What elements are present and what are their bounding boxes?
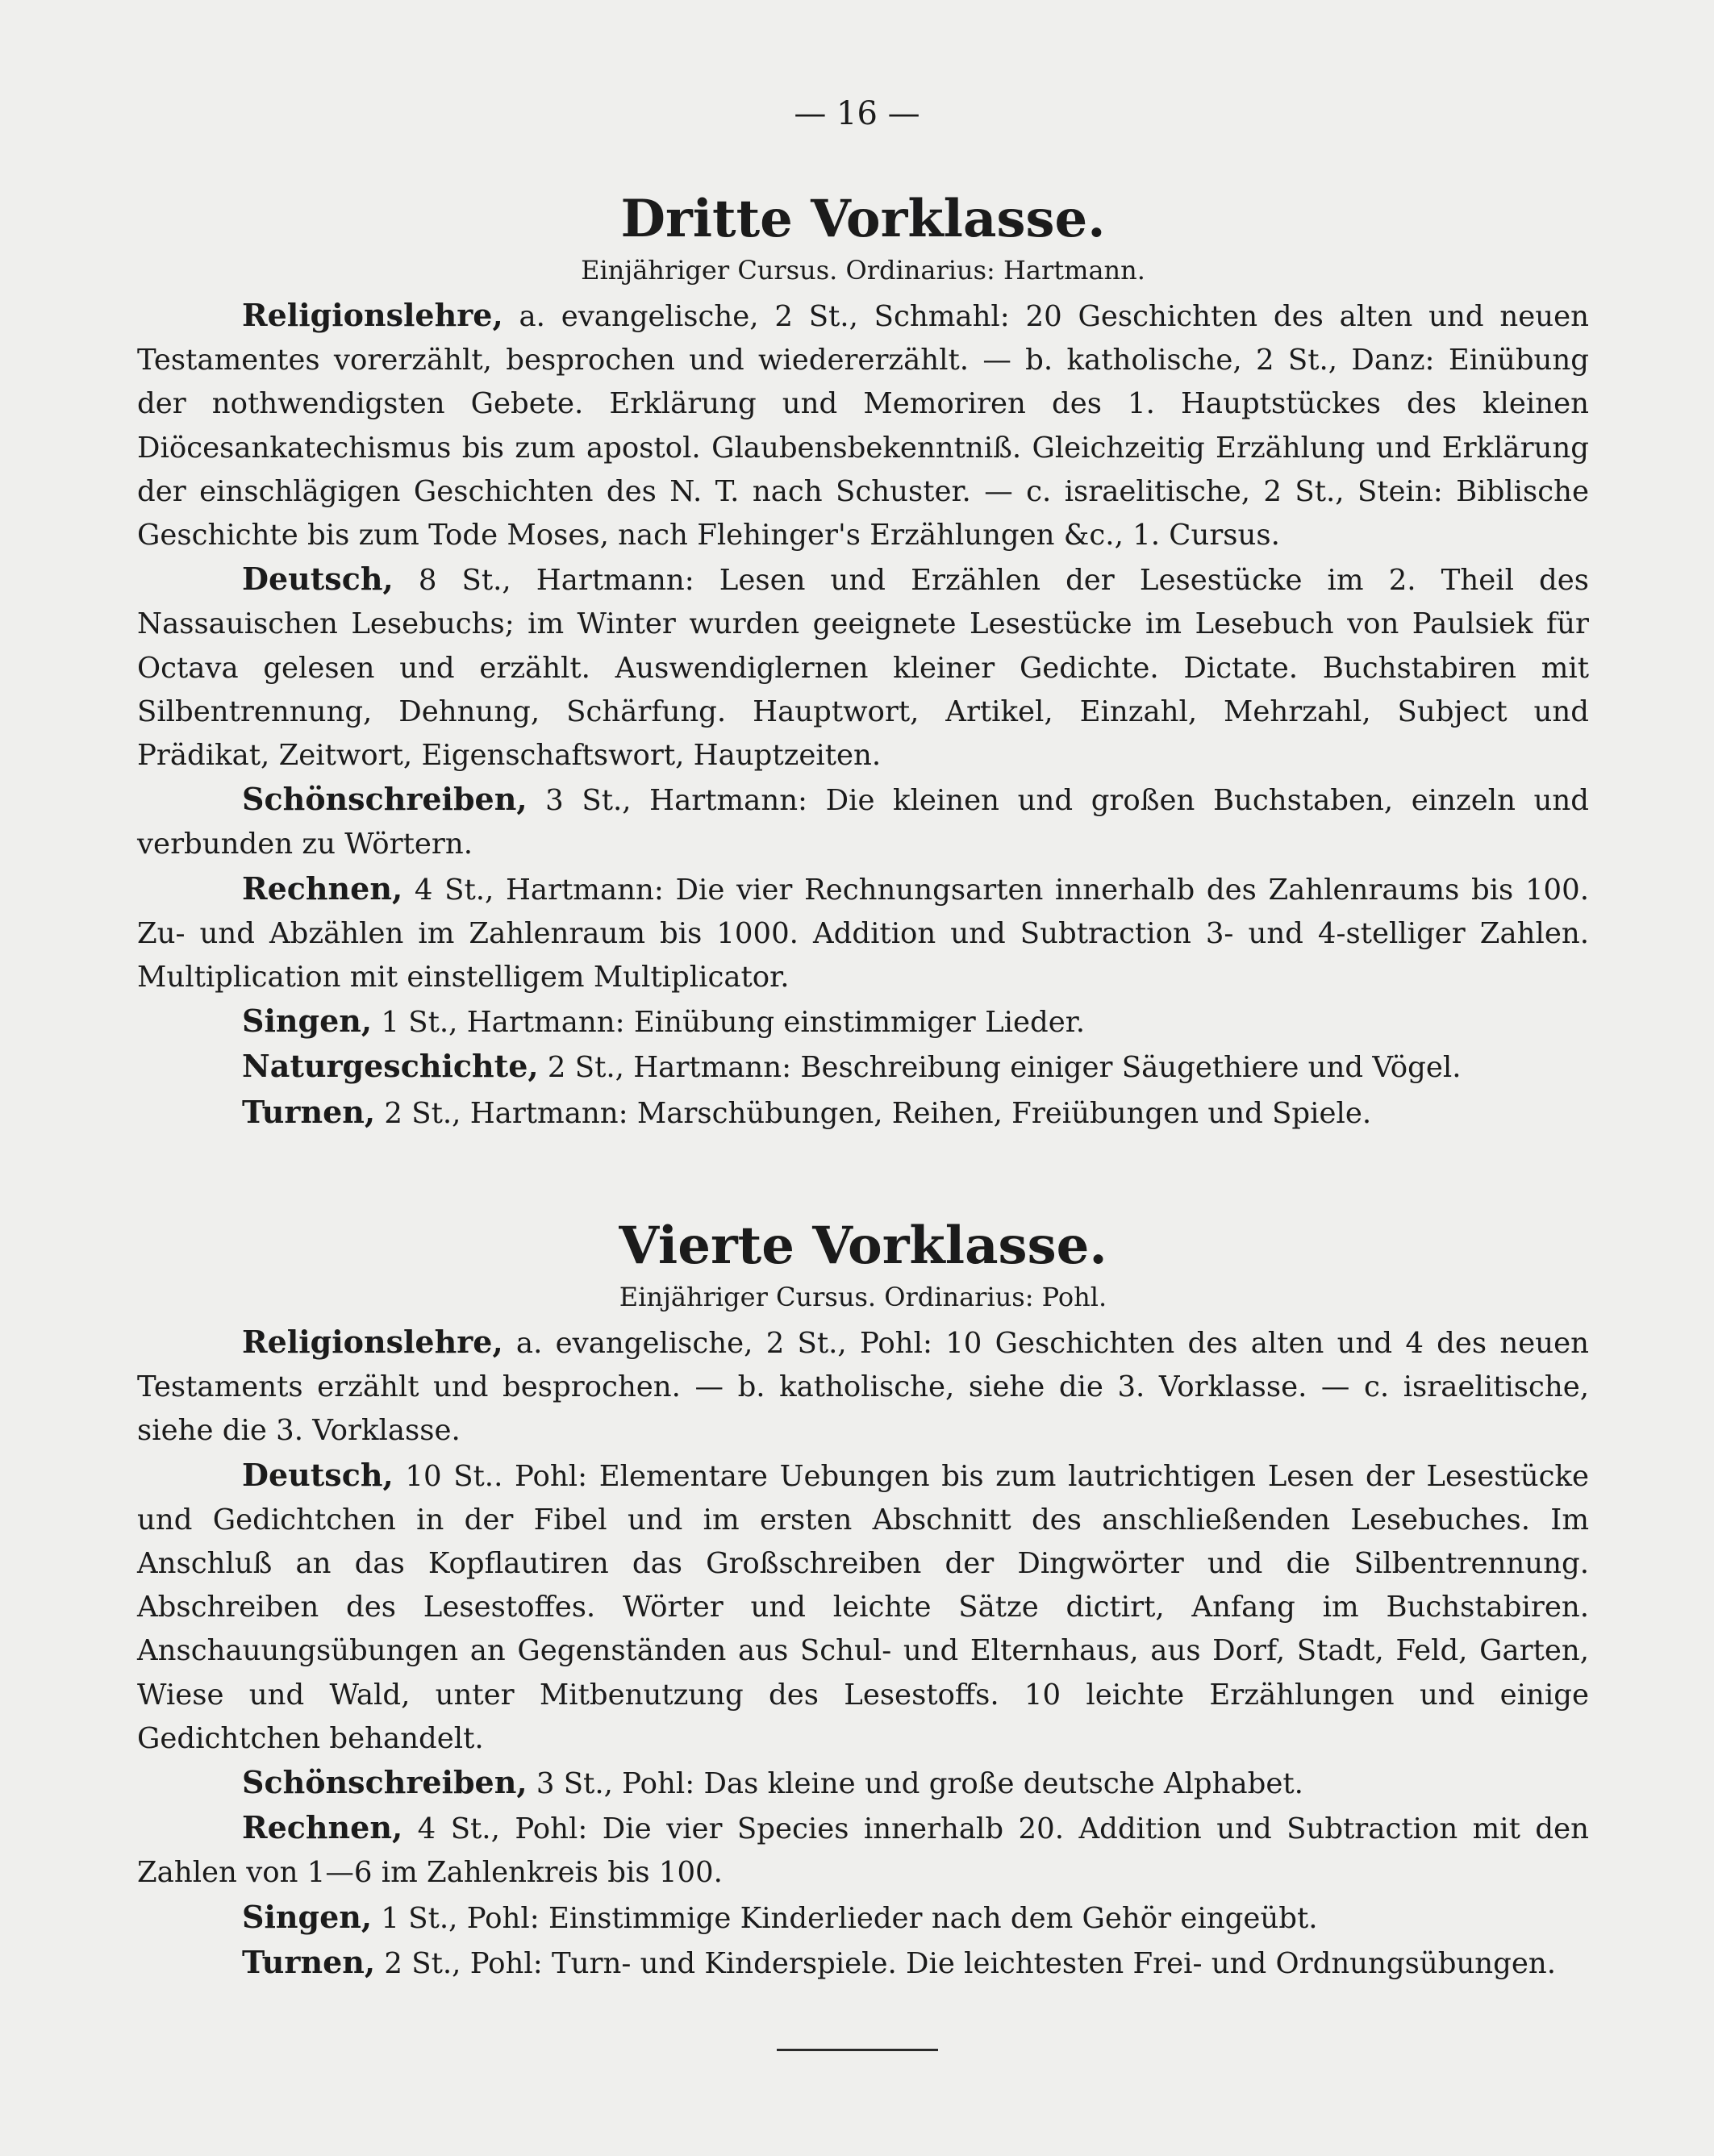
subject-paragraph [137, 1453, 1589, 1761]
subject-heading: Deutsch, [242, 1456, 394, 1493]
subject-paragraph [137, 999, 1589, 1045]
subject-text: 3 St., Pohl: Das kleine und große deutsche Alphabet. [527, 1767, 1303, 1801]
subject-heading: Singen, [242, 1003, 373, 1040]
subject-text: 3 St., Hartmann: Die kleinen und großen Buchstaben, einzeln und verbunden zu Wörtern. [137, 784, 1589, 861]
subject-paragraph [137, 1941, 1589, 1986]
subject-paragraph [137, 867, 1589, 1000]
page-number: — 16 — [794, 95, 920, 132]
section-dritte-vorklasse [137, 187, 1589, 1136]
subject-paragraph [137, 1761, 1589, 1806]
subject-text: 2 St., Hartmann: Marschübungen, Reihen, Freiübungen und Spiele. [375, 1096, 1372, 1130]
subject-heading: Rechnen, [242, 1809, 403, 1846]
subject-text: 1 St., Hartmann: Einübung einstimmiger Lieder. [372, 1006, 1086, 1040]
subject-paragraph [137, 778, 1589, 866]
subject-paragraph [137, 1895, 1589, 1941]
subject-paragraph [137, 1806, 1589, 1895]
closing-divider [777, 2049, 938, 2051]
subject-heading: Schönschreiben, [242, 781, 528, 818]
subject-text: 10 St.. Pohl: Elementare Uebungen bis zum lautrichtigen Lesen der Lesestücke und Gedichtchen in der Fibel und im ersten Abschnitt des anschließenden Lesebuches. Im Anschluß an das Kopflautiren das Großschreiben der Dingwörter und die Silbentrennung. Abschreiben des Lesestoffes. Wörter und leichte Sätze dictirt, Anfang im Buchstabiren. Anschauungsübungen an Gegenständen aus Schul- und Elternhaus, aus Dorf, Stadt, Feld, Garten, Wiese und Wald, unter Mitbenutzung des Lesestoffs. 10 leichte Erzählungen und einige Gedichtchen behandelt. [137, 1459, 1589, 1755]
section-vierte-vorklasse [137, 1214, 1589, 1986]
section-subtitle: Einjähriger Cursus. Ordinarius: Hartmann. [581, 255, 1145, 286]
subject-paragraph [137, 1045, 1589, 1090]
subject-paragraph [137, 1320, 1589, 1453]
subject-text: 8 St., Hartmann: Lesen und Erzählen der Lesestücke im 2. Theil des Nassauischen Lesebuchs; im Winter wurden geeignete Lesestücke im Lesebuch von Paulsiek für Octava gelesen und erzählt. Auswendiglernen kleiner Gedichte. Dictate. Buchstabiren mit Silbentrennung, Dehnung, Schärfung. Hauptwort, Artikel, Einzahl, Mehrzahl, Subject und Prädikat, Zeitwort, Eigenschaftswort, Hauptzeiten. [137, 564, 1589, 773]
subject-text: 4 St., Hartmann: Die vier Rechnungsarten innerhalb des Zahlenraums bis 100. Zu- und Abzählen im Zahlenraum bis 1000. Addition und Subtraction 3- und 4-stelliger Zahlen. Multiplication mit einstelligem Multiplicator. [137, 873, 1589, 995]
section-title: Vierte Vorklasse. [619, 1216, 1107, 1276]
subject-text: 2 St., Hartmann: Beschreibung einiger Säugethiere und Vögel. [538, 1051, 1462, 1085]
subject-text: a. evangelische, 2 St., Pohl: 10 Geschichten des alten und 4 des neuen Testaments erzählt und besprochen. — b. katholische, siehe die 3. Vorklasse. — c. israelitische, siehe die 3. Vorklasse. [137, 1327, 1589, 1448]
subject-heading: Singen, [242, 1898, 373, 1935]
subject-heading: Deutsch, [242, 561, 394, 598]
subject-paragraph [137, 1091, 1589, 1136]
subject-heading: Religionslehre, [242, 297, 503, 333]
subject-paragraph [137, 557, 1589, 778]
subject-heading: Naturgeschichte, [242, 1048, 539, 1085]
subject-heading: Turnen, [242, 1093, 376, 1130]
section-title: Dritte Vorklasse. [620, 189, 1106, 249]
subject-text: a. evangelische, 2 St., Schmahl: 20 Geschichten des alten und neuen Testamentes vorerzählt, besprochen und wiedererzählt. — b. katholische, 2 St., Danz: Einübung der nothwendigsten Gebete. Erklärung und Memoriren des 1. Hauptstückes des kleinen Diöcesankatechismus bis zum apostol. Glaubensbekenntniß. Gleichzeitig Erzählung und Erklärung der einschlägigen Geschichten des N. T. nach Schuster. — c. israelitische, 2 St., Stein: Biblische Geschichte bis zum Tode Moses, nach Flehinger's Erzählungen &c., 1. Cursus. [137, 300, 1589, 553]
subject-text: 2 St., Pohl: Turn- und Kinderspiele. Die leichtesten Frei- und Ordnungsübungen. [375, 1946, 1557, 1980]
subject-heading: Rechnen, [242, 869, 403, 907]
subject-text: 4 St., Pohl: Die vier Species innerhalb 20. Addition und Subtraction mit den Zahlen von 1—6 im Zahlenkreis bis 100. [137, 1812, 1589, 1890]
subject-paragraph [137, 294, 1589, 557]
subject-heading: Schönschreiben, [242, 1764, 528, 1801]
section-subtitle: Einjähriger Cursus. Ordinarius: Pohl. [619, 1282, 1107, 1312]
subject-heading: Religionslehre, [242, 1324, 503, 1360]
subject-heading: Turnen, [242, 1943, 376, 1980]
subject-text: 1 St., Pohl: Einstimmige Kinderlieder nach dem Gehör eingeübt. [372, 1901, 1318, 1935]
